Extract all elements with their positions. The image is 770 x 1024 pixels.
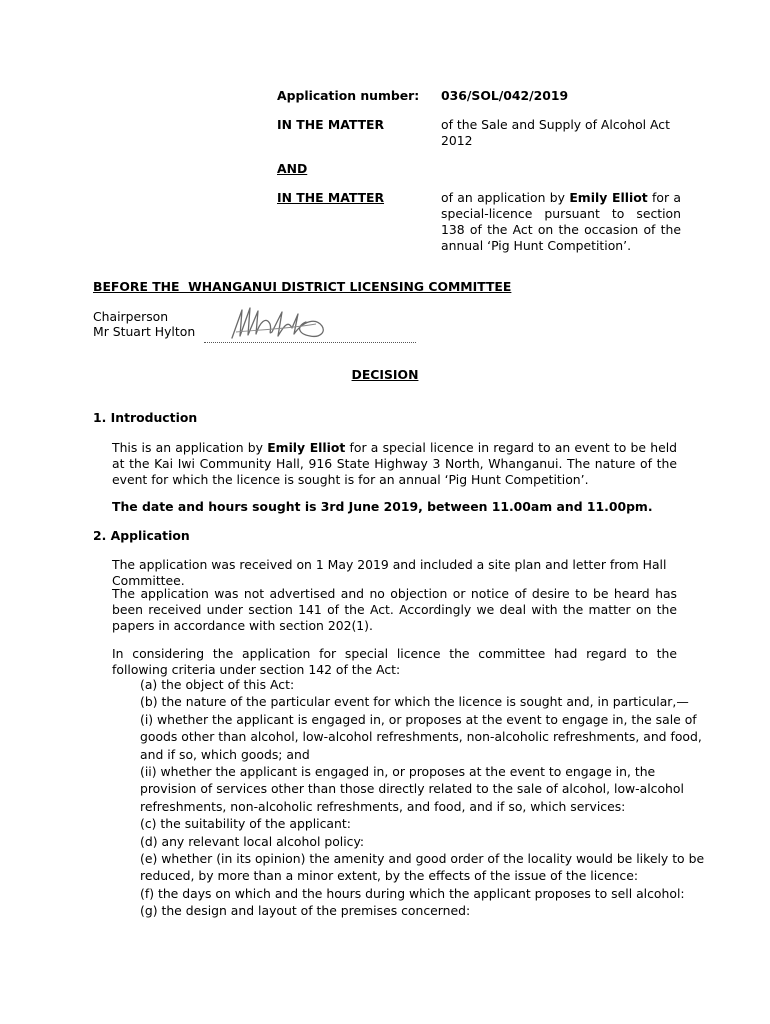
application-number-value: 036/SOL/042/2019 [441,88,569,103]
intro-prefix: This is an application by [112,440,268,455]
signature-image [226,302,336,344]
dates-hours-statement: The date and hours sought is 3rd June 2019, between 11.00am and 11.00pm. [112,499,653,514]
application-paragraph-1: The application was received on 1 May 2019 and included a site plan and letter from Hall Committee. [112,557,667,588]
criteria-line: (i) whether the applicant is engaged in, or proposes at the event to engage in, the sale of [140,711,697,727]
decision-heading-text: DECISION [351,367,419,382]
criteria-line: (b) the nature of the particular event for which the licence is sought and, in particular,— [140,694,689,710]
application-paragraph-2: The application was not advertised and no objection or notice of desire to be heard has been received under section 141 of the Act. Accordingly we deal with the matter on the papers in accordance with section 202(1). [112,586,677,633]
decision-heading [0,367,770,383]
criteria-line: goods other than alcohol, low-alcohol refreshments, non-alcoholic refreshments, and food, [140,729,702,745]
criteria-line: provision of services other than those directly related to the sale of alcohol, low-alcohol [140,781,684,797]
criteria-line: (e) whether (in its opinion) the amenity and good order of the locality would be likely to be [140,851,705,867]
criteria-line: (d) any relevant local alcohol policy: [140,833,365,849]
application-number-label: Application number: [277,88,420,103]
criteria-line: (ii) whether the applicant is engaged in, or proposes at the event to engage in, the [140,764,656,780]
matter2-suffix: for a special-licence pursuant to section 138 of the Act on the occasion of the annual ‘Pig Hunt Competition’. [441,190,681,253]
introduction-heading: 1. Introduction [93,410,198,425]
committee-heading: BEFORE THE WHANGANUI DISTRICT LICENSING COMMITTEE [93,279,512,294]
signature-line [204,342,416,343]
matter1-value: of the Sale and Supply of Alcohol Act 2012 [441,117,670,148]
criteria-list [140,676,705,920]
matter2-prefix: of an application by [441,190,570,205]
intro-suffix: for a special licence in regard to an event to be held at the Kai Iwi Community Hall, 916 State Highway 3 North, Whanganui. The nature of the event for which the licence is sought is for an annual ‘Pig Hunt Competition’. [112,440,677,487]
and-label: AND [277,161,308,176]
matter2-value [441,190,681,254]
intro-applicant-name: Emily Elliot [267,440,346,455]
matter1-label: IN THE MATTER [277,117,385,132]
criteria-line: refreshments, non-alcoholic refreshments, and food, and if so, which services: [140,798,626,814]
criteria-line: (f) the days on which and the hours during which the applicant proposes to sell alcohol: [140,885,685,901]
chairperson-title: Chairperson [93,309,169,324]
criteria-line: (c) the suitability of the applicant: [140,816,351,832]
application-paragraph-3: In considering the application for special licence the committee had regard to the following criteria under section 142 of the Act: [112,646,677,677]
criteria-line: (a) the object of this Act: [140,677,295,692]
chairperson-name: Mr Stuart Hylton [93,324,196,339]
criteria-line: and if so, which goods; and [140,746,310,762]
criteria-line: reduced, by more than a minor extent, by the effects of the issue of the licence: [140,868,639,884]
applicant-name: Emily Elliot [569,190,648,205]
criteria-line: (g) the design and layout of the premises concerned: [140,903,471,919]
matter2-label: IN THE MATTER [277,190,385,205]
application-heading: 2. Application [93,528,190,543]
introduction-paragraph [112,440,677,488]
